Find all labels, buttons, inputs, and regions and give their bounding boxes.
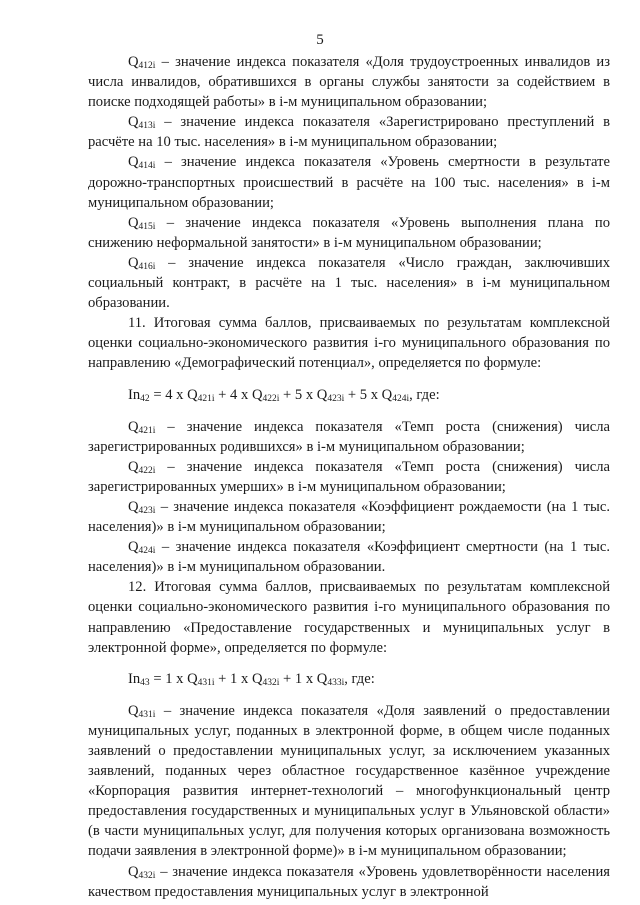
formula-subscript: 43 [140,677,150,688]
definition-paragraph [88,112,610,152]
index-subscript: 432i [138,870,156,881]
index-subscript: 413i [138,121,156,132]
definition-text: – значение индекса показателя «Уровень удовлетворённости населения качеством предоставления муниципальных услуг в электронной [88,863,610,900]
body-paragraph [88,577,610,657]
index-subscript: 414i [138,161,156,172]
formula-text: + 5 x Q [344,386,393,403]
definition-paragraph [88,497,610,537]
definition-paragraph [88,213,610,253]
index-symbol: Q [128,418,139,435]
formula-text: , где: [344,670,375,687]
definition-text: – значение индекса показателя «Доля трудоустроенных инвалидов из числа инвалидов, обратившихся в органы службы занятости за содействием в поиске подходящей работы» в i-м муниципальном образовании; [88,54,611,111]
index-symbol: Q [128,458,139,475]
index-symbol: Q [128,54,139,70]
definition-paragraph [88,537,610,577]
definition-paragraph [88,701,610,862]
formula-text: = 1 x Q [149,670,198,687]
index-subscript: 422i [138,465,156,476]
definition-text: – значение индекса показателя «Доля заявлений о предоставлении муниципальных услуг, поданных в электронной форме, в общем числе поданных заявлений о предоставлении муниципальных услуг, за исключением указанных заявлений, поданных через областное государственное казённое учреждение «Корпорация развития интернет-технологий – многофункциональный центр предоставления государственных и муниципальных услуг в Ульяновской области» (в части муниципальных услуг, для получения которых организована возможность подачи заявления в электронной форме)» в i-м муниципальном образовании; [88,702,610,860]
index-subscript: 423i [138,505,156,516]
definition-paragraph [88,253,610,313]
body-paragraph [88,313,610,373]
definition-text: – значение индекса показателя «Число граждан, заключивших социальный контракт, в расчёте на 1 тыс. населения» в i-м муниципальном образовании. [88,254,610,312]
formula-text: In [128,670,141,687]
definition-paragraph [88,152,610,212]
formula-subscript: 42 [140,393,150,404]
index-subscript: 421i [138,425,156,436]
index-symbol: Q [128,539,139,556]
definition-paragraph [88,417,610,457]
formula [88,669,610,689]
formula-subscript: 423i [327,393,345,404]
index-symbol: Q [128,702,139,719]
index-subscript: 415i [138,221,156,232]
page-number: 5 [316,32,324,48]
formula-subscript: 432i [262,677,280,688]
definition-text: – значение индекса показателя «Коэффициент смертности (на 1 тыс. населения)» в i-м муниципальном образовании. [88,539,610,576]
formula-subscript: 431i [197,677,215,688]
index-symbol: Q [128,498,139,515]
definition-text: – значение индекса показателя «Темп роста (снижения) числа зарегистрированных умерших» в i-м муниципальном образовании; [88,458,610,495]
index-subscript: 416i [138,261,156,272]
definition-text: – значение индекса показателя «Темп роста (снижения) числа зарегистрированных родившихся» в i-м муниципальном образовании; [88,418,610,455]
document-body [88,52,610,902]
definition-paragraph [88,457,610,497]
formula [88,385,610,405]
paragraph-text: 12. Итоговая сумма баллов, присваиваемых по результатам комплексной оценки социально-экономического развития i-го муниципального образования по направлению «Предоставление государственных и муниципальных услуг в электронной форме», определяется по формуле: [88,579,610,656]
index-symbol: Q [128,114,139,131]
formula-text: In [128,386,141,403]
formula-subscript: 433i [327,677,345,688]
formula-text: + 1 x Q [279,670,328,687]
definition-text: – значение индекса показателя «Уровень выполнения плана по снижению неформальной занятости» в i-м муниципальном образовании; [88,214,610,251]
definition-text: – значение индекса показателя «Коэффициент рождаемости (на 1 тыс. населения)» в i-м муниципальном образовании; [88,498,610,536]
formula-text: , где: [409,386,440,403]
definition-paragraph [88,862,610,902]
index-subscript: 424i [138,546,156,557]
formula-subscript: 424i [392,393,410,404]
index-symbol: Q [128,863,139,880]
definition-paragraph [88,52,610,112]
formula-subscript: 422i [262,393,280,404]
index-symbol: Q [128,254,139,271]
formula-text: + 4 x Q [214,386,263,403]
formula-text: + 5 x Q [279,386,328,403]
formula-text: + 1 x Q [214,670,263,687]
definition-text: – значение индекса показателя «Зарегистрировано преступлений в расчёте на 10 тыс. населения» в i-м муниципальном образовании; [88,114,610,151]
index-symbol: Q [128,214,139,231]
index-subscript: 412i [138,61,156,71]
formula-text: = 4 x Q [149,386,198,403]
formula-subscript: 421i [197,393,215,404]
index-symbol: Q [128,154,139,171]
definition-text: – значение индекса показателя «Уровень смертности в результате дорожно-транспортных происшествий в расчёте на 100 тыс. населения» в i-м муниципальном образовании; [88,154,610,211]
index-subscript: 431i [138,709,156,720]
paragraph-text: 11. Итоговая сумма баллов, присваиваемых по результатам комплексной оценки социально-экономического развития i-го муниципального образования по направлению «Демографический потенциал», определяется по формуле: [88,315,610,372]
